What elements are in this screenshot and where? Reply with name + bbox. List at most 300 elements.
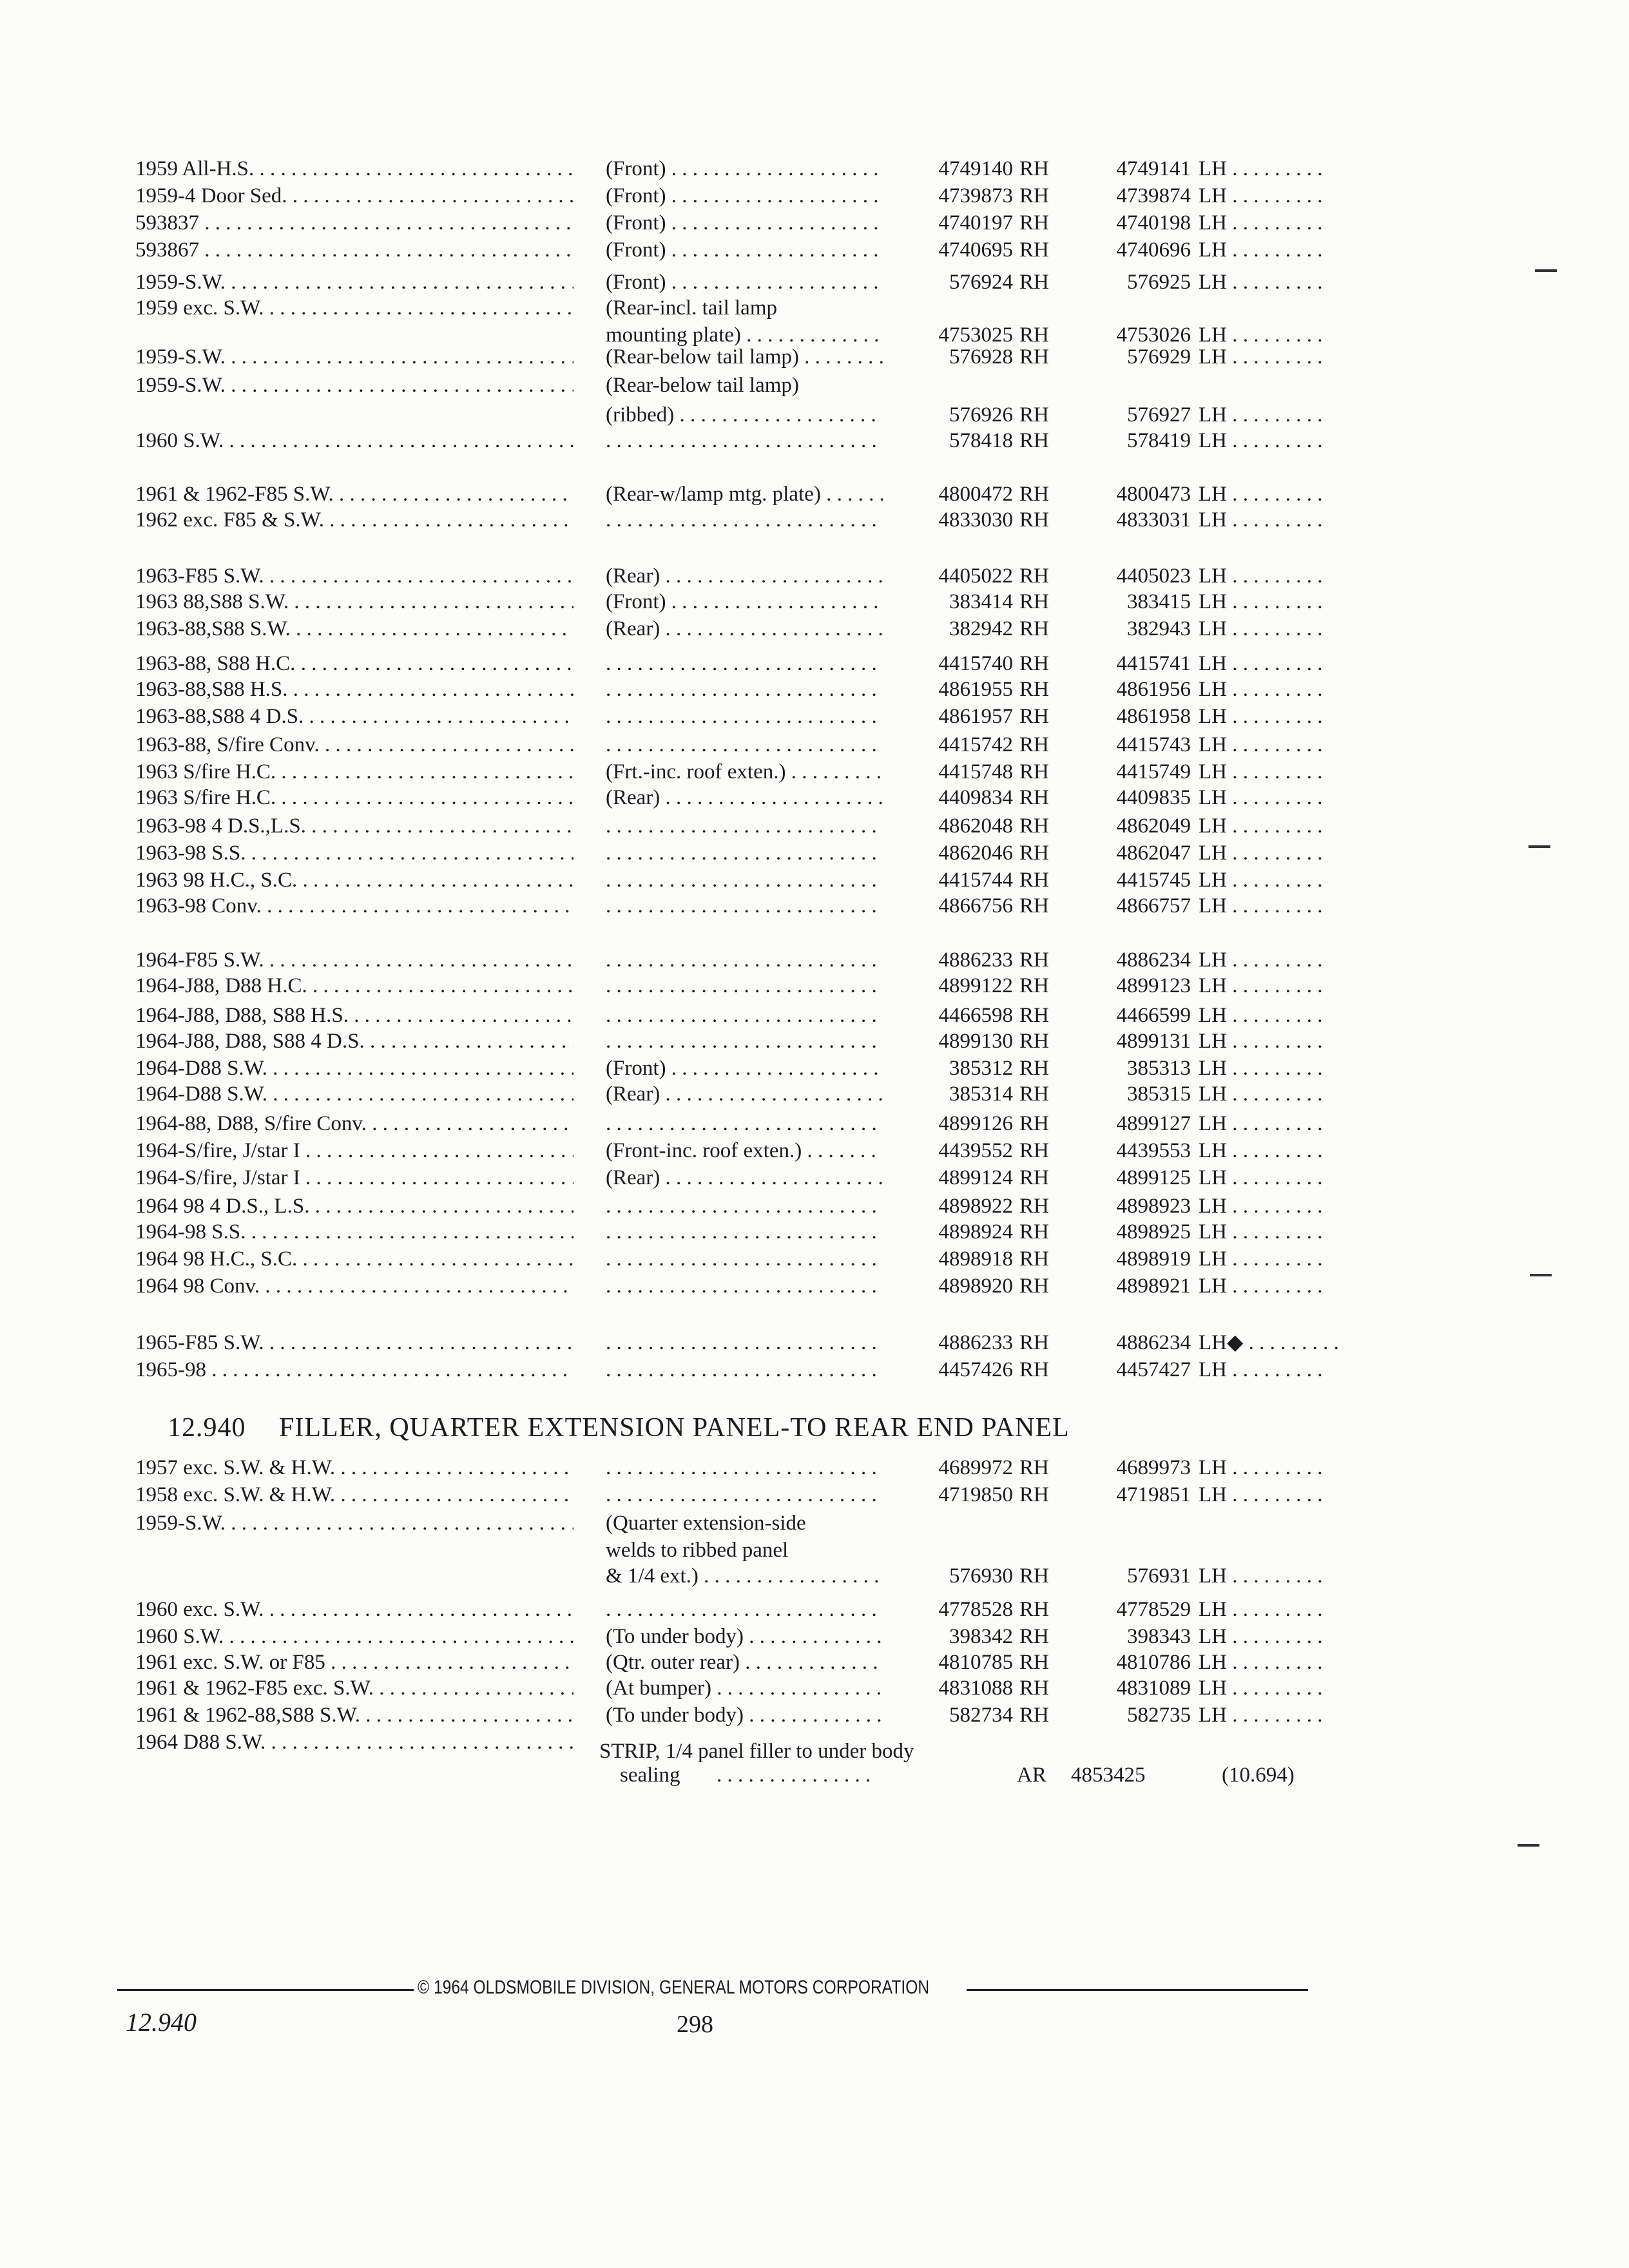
parts-row <box>0 758 1629 786</box>
model-cell: 1964-J88, D88, S88 4 D.S. . . . <box>135 1027 574 1055</box>
description-cell: (Qtr. outer rear) . . . <box>606 1648 883 1677</box>
lh-part-number: 4457427 <box>1116 1358 1191 1381</box>
parts-row <box>0 294 1629 322</box>
rh-part-number: 4862046 <box>938 841 1013 865</box>
parts-row <box>0 1110 1629 1138</box>
lh-part-number: 4740198 <box>1116 211 1191 235</box>
lh-label: LH◆ . . . <box>1199 1329 1353 1357</box>
lh-part-number: 385315 <box>1127 1082 1191 1106</box>
rh-part-number: 4898918 <box>938 1247 1013 1271</box>
parts-row <box>0 1674 1629 1702</box>
description-cell <box>606 427 883 455</box>
model-cell: 1961 exc. S.W. or F85 . . . <box>135 1648 574 1677</box>
rh-label: RH <box>1019 760 1049 783</box>
lh-label: LH . . . <box>1199 1137 1353 1165</box>
lh-part-number: 4898923 <box>1116 1195 1191 1218</box>
model-cell: 1960 S.W. . . . <box>135 1622 574 1651</box>
description-cell <box>606 1192 883 1220</box>
description-cell <box>606 1001 883 1030</box>
strip-entry <box>599 1740 1373 1792</box>
rh-part-number: 4415742 <box>938 733 1013 756</box>
lh-label: LH . . . <box>1199 972 1353 1000</box>
rh-label: RH <box>1019 403 1049 427</box>
parts-row <box>0 1218 1629 1246</box>
lh-label: LH . . . <box>1199 1701 1353 1729</box>
rh-part-number: 4862048 <box>938 814 1013 838</box>
rh-part-number: 4898924 <box>938 1220 1013 1244</box>
rh-part-number: 576924 <box>949 271 1013 294</box>
model-cell: 1964-D88 S.W. . . . <box>135 1080 574 1108</box>
model-cell: 1964-F85 S.W. . . . <box>135 946 574 974</box>
rh-part-number: 4753025 <box>938 323 1013 347</box>
model-cell: 1958 exc. S.W. & H.W. . . . <box>135 1481 574 1509</box>
description-cell: (Front) . . . <box>606 236 883 264</box>
rh-label: RH <box>1019 733 1049 756</box>
lh-part-number: 383415 <box>1127 590 1191 613</box>
lh-part-number: 4831089 <box>1116 1677 1191 1700</box>
parts-row <box>0 946 1629 974</box>
rh-part-number: 4866756 <box>938 894 1013 918</box>
parts-row <box>0 1272 1629 1300</box>
lh-part-number: 576925 <box>1127 271 1191 294</box>
description-cell: (Rear) . . . <box>606 1080 883 1108</box>
parts-row <box>0 343 1629 371</box>
rh-part-number: 578418 <box>949 429 1013 452</box>
description-cell <box>606 972 883 1000</box>
model-cell: 593837 . . . <box>135 209 574 237</box>
lh-part-number: 4810786 <box>1116 1651 1191 1674</box>
lh-part-number: 576931 <box>1127 1564 1191 1588</box>
description-cell <box>606 1481 883 1509</box>
model-cell: 1959-S.W. . . . <box>135 1509 574 1537</box>
model-cell: 1963-88, S/fire Conv. . . . <box>135 731 574 759</box>
lh-label: LH . . . <box>1199 427 1353 455</box>
rh-label: RH <box>1019 1598 1049 1621</box>
rh-part-number: 576926 <box>949 403 1013 427</box>
lh-label: LH . . . <box>1199 480 1353 508</box>
rh-label: RH <box>1019 1625 1049 1648</box>
model-cell: 1959 exc. S.W. . . . <box>135 294 574 322</box>
description-cell: (Front) . . . <box>606 209 883 237</box>
rh-label: RH <box>1019 814 1049 838</box>
rh-label: RH <box>1019 1166 1049 1189</box>
margin-mark <box>1530 1274 1552 1276</box>
model-cell: 1963-88,S88 H.S. . . . <box>135 675 574 704</box>
rh-part-number: 4739873 <box>938 184 1013 207</box>
rh-part-number: 582734 <box>949 1704 1013 1727</box>
description-cell: (Rear) . . . <box>606 615 883 643</box>
lh-label: LH . . . <box>1199 343 1353 371</box>
parts-row <box>0 615 1629 643</box>
lh-label: LH . . . <box>1199 1648 1353 1677</box>
lh-label: LH . . . <box>1199 1110 1353 1138</box>
description-cell <box>606 675 883 704</box>
model-cell: 1964 98 Conv. . . . <box>135 1272 574 1300</box>
parts-row <box>0 1137 1629 1165</box>
rh-part-number: 4899126 <box>938 1112 1013 1135</box>
parts-row <box>0 1509 1629 1537</box>
footer-rule-right <box>967 1989 1308 1991</box>
rh-label: RH <box>1019 841 1049 865</box>
rh-label: RH <box>1019 1564 1049 1588</box>
description-cell: & 1/4 ext.) . . . <box>606 1562 883 1590</box>
description-cell: (To under body) . . . <box>606 1622 883 1651</box>
lh-part-number: 382943 <box>1127 617 1191 640</box>
parts-row <box>0 1245 1629 1273</box>
description-cell: (Rear) . . . <box>606 783 883 812</box>
description-cell: (Frt.-inc. roof exten.) . . . <box>606 758 883 786</box>
rh-part-number: 4833030 <box>938 508 1013 532</box>
lh-label: LH . . . <box>1199 209 1353 237</box>
section-title: FILLER, QUARTER EXTENSION PANEL-TO REAR END PANEL <box>279 1413 1070 1443</box>
model-cell: 1960 S.W. . . . <box>135 427 574 455</box>
lh-part-number: 4405023 <box>1116 564 1191 588</box>
description-cell: (Rear) . . . <box>606 562 883 590</box>
description-cell: (Front) . . . <box>606 588 883 616</box>
parts-row <box>0 506 1629 534</box>
rh-label: RH <box>1019 617 1049 640</box>
model-cell: 1959-S.W. . . . <box>135 268 574 296</box>
rh-part-number: 4898920 <box>938 1274 1013 1298</box>
rh-label: RH <box>1019 345 1049 369</box>
lh-label: LH . . . <box>1199 783 1353 812</box>
lh-part-number: 4439553 <box>1116 1139 1191 1162</box>
parts-row <box>0 866 1629 894</box>
lh-part-number: 4886234 <box>1116 1331 1191 1354</box>
rh-part-number: 385314 <box>949 1082 1013 1106</box>
margin-mark <box>1518 1844 1539 1847</box>
lh-part-number: 4898919 <box>1116 1247 1191 1271</box>
strip-sealing-label: sealing <box>620 1763 680 1787</box>
parts-row <box>0 1054 1629 1082</box>
footer-rule-left <box>117 1989 414 1991</box>
lh-label: LH . . . <box>1199 1245 1353 1273</box>
rh-label: RH <box>1019 1331 1049 1354</box>
lh-label: LH . . . <box>1199 1218 1353 1246</box>
lh-label: LH . . . <box>1199 758 1353 786</box>
description-cell <box>606 1110 883 1138</box>
description-cell: (Quarter extension-side <box>606 1512 806 1535</box>
model-cell: 1963 88,S88 S.W. . . . <box>135 588 574 616</box>
model-cell: 1963-88,S88 4 D.S. . . . <box>135 702 574 731</box>
lh-label: LH . . . <box>1199 1481 1353 1509</box>
rh-label: RH <box>1019 1004 1049 1027</box>
model-cell: 1965-98 . . . <box>135 1356 574 1384</box>
lh-part-number: 4886234 <box>1116 948 1191 972</box>
lh-part-number: 576929 <box>1127 345 1191 369</box>
rh-part-number: 4899122 <box>938 974 1013 997</box>
lh-part-number: 4753026 <box>1116 323 1191 347</box>
model-cell: 1962 exc. F85 & S.W. . . . <box>135 506 574 534</box>
rh-part-number: 4439552 <box>938 1139 1013 1162</box>
description-cell: (To under body) . . . <box>606 1701 883 1729</box>
lh-part-number: 4899127 <box>1116 1112 1191 1135</box>
description-cell <box>606 731 883 759</box>
rh-label: RH <box>1019 483 1049 506</box>
lh-label: LH . . . <box>1199 1595 1353 1624</box>
model-cell: 1957 exc. S.W. & H.W. . . . <box>135 1454 574 1482</box>
lh-part-number: 4778529 <box>1116 1598 1191 1621</box>
parts-row <box>0 427 1629 455</box>
rh-part-number: 4861957 <box>938 705 1013 728</box>
rh-part-number: 4405022 <box>938 564 1013 588</box>
rh-label: RH <box>1019 678 1049 701</box>
description-cell: (Front) . . . <box>606 1054 883 1082</box>
rh-label: RH <box>1019 1358 1049 1381</box>
lh-label: LH . . . <box>1199 892 1353 920</box>
lh-part-number: 4740696 <box>1116 238 1191 262</box>
rh-label: RH <box>1019 271 1049 294</box>
description-cell: (Rear) . . . <box>606 1164 883 1192</box>
parts-row <box>0 268 1629 296</box>
description-cell: (Front) . . . <box>606 182 883 210</box>
description-cell: (ribbed) . . . <box>606 401 883 429</box>
rh-label: RH <box>1019 1456 1049 1479</box>
lh-part-number: 4899131 <box>1116 1030 1191 1053</box>
rh-label: RH <box>1019 1247 1049 1271</box>
parts-row <box>0 1648 1629 1677</box>
model-cell: 1964-88, D88, S/fire Conv. . . . <box>135 1110 574 1138</box>
description-cell: (Front-inc. roof exten.) . . . <box>606 1137 883 1165</box>
lh-label: LH . . . <box>1199 702 1353 731</box>
lh-label: LH . . . <box>1199 615 1353 643</box>
strip-description: STRIP, 1/4 panel filler to under body <box>599 1740 914 1763</box>
lh-part-number: 582735 <box>1127 1704 1191 1727</box>
description-cell <box>606 812 883 840</box>
rh-label: RH <box>1019 1677 1049 1700</box>
parts-row <box>0 731 1629 759</box>
rh-label: RH <box>1019 1139 1049 1162</box>
rh-label: RH <box>1019 652 1049 675</box>
rh-label: RH <box>1019 1651 1049 1674</box>
rh-label: RH <box>1019 211 1049 235</box>
description-cell <box>606 506 883 534</box>
description-cell: (Rear-below tail lamp) . . . <box>606 343 883 371</box>
rh-label: RH <box>1019 238 1049 262</box>
parts-row <box>0 1164 1629 1192</box>
lh-label: LH . . . <box>1199 1272 1353 1300</box>
model-cell: 1964-98 S.S. . . . <box>135 1218 574 1246</box>
rh-part-number: 4689972 <box>938 1456 1013 1479</box>
lh-label: LH . . . <box>1199 1674 1353 1702</box>
rh-part-number: 4898922 <box>938 1195 1013 1218</box>
description-cell <box>606 1454 883 1482</box>
rh-label: RH <box>1019 323 1049 347</box>
parts-row <box>0 155 1629 183</box>
parts-row <box>0 1562 1629 1590</box>
model-cell: 1963-98 4 D.S.,L.S. . . . <box>135 812 574 840</box>
rh-label: RH <box>1019 1195 1049 1218</box>
description-cell <box>606 839 883 867</box>
rh-part-number: 4719850 <box>938 1483 1013 1506</box>
lh-label: LH . . . <box>1199 1356 1353 1384</box>
rh-label: RH <box>1019 1274 1049 1298</box>
lh-label: LH . . . <box>1199 1001 1353 1030</box>
lh-label: LH . . . <box>1199 1027 1353 1055</box>
rh-label: RH <box>1019 1030 1049 1053</box>
model-cell: 1963-88, S88 H.C. . . . <box>135 649 574 678</box>
rh-label: RH <box>1019 1112 1049 1135</box>
description-cell: mounting plate) . . . <box>606 321 883 349</box>
lh-part-number: 4409835 <box>1116 786 1191 809</box>
rh-part-number: 4740695 <box>938 238 1013 262</box>
rh-part-number: 4778528 <box>938 1598 1013 1621</box>
lh-label: LH . . . <box>1199 812 1353 840</box>
rh-part-number: 382942 <box>949 617 1013 640</box>
rh-part-number: 4415748 <box>938 760 1013 783</box>
page-number: 298 <box>677 2011 713 2038</box>
rh-label: RH <box>1019 948 1049 972</box>
model-cell: 1963-98 Conv. . . . <box>135 892 574 920</box>
parts-row <box>0 702 1629 731</box>
rh-part-number: 4800472 <box>938 483 1013 506</box>
lh-label: LH . . . <box>1199 1454 1353 1482</box>
parts-row <box>0 1622 1629 1651</box>
rh-part-number: 385312 <box>949 1057 1013 1080</box>
rh-part-number: 4831088 <box>938 1677 1013 1700</box>
description-cell <box>606 892 883 920</box>
strip-part-number: 4853425 <box>1071 1763 1146 1787</box>
parts-row <box>0 1356 1629 1384</box>
lh-part-number: 4800473 <box>1116 483 1191 506</box>
lh-part-number: 4862047 <box>1116 841 1191 865</box>
parts-row <box>0 675 1629 704</box>
description-cell <box>606 1595 883 1624</box>
lh-label: LH . . . <box>1199 1192 1353 1220</box>
rh-part-number: 4409834 <box>938 786 1013 809</box>
description-cell <box>606 1218 883 1246</box>
strip-qty: AR <box>1017 1763 1046 1787</box>
description-cell <box>606 866 883 894</box>
rh-label: RH <box>1019 1704 1049 1727</box>
lh-label: LH . . . <box>1199 1080 1353 1108</box>
lh-label: LH . . . <box>1199 946 1353 974</box>
lh-label: LH . . . <box>1199 1054 1353 1082</box>
lh-part-number: 4866757 <box>1116 894 1191 918</box>
rh-label: RH <box>1019 786 1049 809</box>
description-cell <box>606 1329 883 1357</box>
rh-label: RH <box>1019 429 1049 452</box>
parts-row <box>0 1454 1629 1482</box>
footer-section-ref: 12.940 <box>126 2008 197 2037</box>
description-cell: (Rear-w/lamp mtg. plate) . . . <box>606 480 883 508</box>
section-heading <box>168 1412 1070 1443</box>
rh-label: RH <box>1019 1057 1049 1080</box>
parts-row <box>0 588 1629 616</box>
rh-part-number: 383414 <box>949 590 1013 613</box>
model-cell: 1964-S/fire, J/star I . . . <box>135 1137 574 1165</box>
rh-label: RH <box>1019 869 1049 892</box>
margin-mark <box>1535 269 1557 272</box>
rh-label: RH <box>1019 564 1049 588</box>
model-cell: 1964 98 4 D.S., L.S. . . . <box>135 1192 574 1220</box>
parts-row <box>0 1001 1629 1030</box>
footer-copyright: © 1964 OLDSMOBILE DIVISION, GENERAL MOTORS CORPORATION <box>418 1977 930 1998</box>
model-cell: 1964-S/fire, J/star I . . . <box>135 1164 574 1192</box>
parts-row <box>0 401 1629 429</box>
lh-part-number: 576927 <box>1127 403 1191 427</box>
rh-part-number: 4886233 <box>938 948 1013 972</box>
lh-label: LH . . . <box>1199 562 1353 590</box>
lh-label: LH . . . <box>1199 268 1353 296</box>
model-cell: 1963-98 S.S. . . . <box>135 839 574 867</box>
rh-part-number: 4415740 <box>938 652 1013 675</box>
description-cell <box>606 946 883 974</box>
parts-row <box>0 1481 1629 1509</box>
lh-part-number: 4899123 <box>1116 974 1191 997</box>
parts-row <box>0 371 1629 399</box>
lh-part-number: 398343 <box>1127 1625 1191 1648</box>
rh-label: RH <box>1019 590 1049 613</box>
lh-part-number: 385313 <box>1127 1057 1191 1080</box>
model-cell: 1964-J88, D88 H.C. . . . <box>135 972 574 1000</box>
model-cell: 1963 98 H.C., S.C. . . . <box>135 866 574 894</box>
description-cell <box>606 1245 883 1273</box>
lh-label: LH . . . <box>1199 155 1353 183</box>
margin-mark <box>1528 845 1550 848</box>
parts-row <box>0 1080 1629 1108</box>
model-cell: 1964-J88, D88, S88 H.S. . . . <box>135 1001 574 1030</box>
lh-label: LH . . . <box>1199 588 1353 616</box>
lh-part-number: 4719851 <box>1116 1483 1191 1506</box>
rh-part-number: 4415744 <box>938 869 1013 892</box>
rh-label: RH <box>1019 157 1049 180</box>
description-cell: welds to ribbed panel <box>606 1539 789 1562</box>
parts-row <box>0 1027 1629 1055</box>
model-cell: 1959 All-H.S. . . . <box>135 155 574 183</box>
parts-row <box>0 812 1629 840</box>
lh-part-number: 4415745 <box>1116 869 1191 892</box>
description-cell: (Front) . . . <box>606 155 883 183</box>
lh-part-number: 4689973 <box>1116 1456 1191 1479</box>
model-cell: 1959-4 Door Sed. . . . <box>135 182 574 210</box>
model-cell: 593867 . . . <box>135 236 574 264</box>
lh-part-number: 4898925 <box>1116 1220 1191 1244</box>
parts-row <box>0 972 1629 1000</box>
parts-row <box>0 839 1629 867</box>
description-cell: (Rear-below tail lamp) <box>606 374 799 397</box>
lh-part-number: 4861956 <box>1116 678 1191 701</box>
lh-label: LH . . . <box>1199 839 1353 867</box>
lh-label: LH . . . <box>1199 731 1353 759</box>
model-cell: 1963 S/fire H.C. . . . <box>135 758 574 786</box>
section-number: 12.940 <box>168 1413 246 1443</box>
model-cell: 1960 exc. S.W. . . . <box>135 1595 574 1624</box>
rh-part-number: 4899124 <box>938 1166 1013 1189</box>
model-cell: 1963-F85 S.W. . . . <box>135 562 574 590</box>
rh-part-number: 576928 <box>949 345 1013 369</box>
model-cell: 1959-S.W. . . . <box>135 343 574 371</box>
lh-part-number: 4861958 <box>1116 705 1191 728</box>
strip-reference: (10.694) <box>1222 1763 1295 1787</box>
model-cell: 1961 & 1962-F85 S.W. . . . <box>135 480 574 508</box>
parts-row <box>0 1595 1629 1624</box>
rh-part-number: 4899130 <box>938 1030 1013 1053</box>
rh-part-number: 4886233 <box>938 1331 1013 1354</box>
lh-label: LH . . . <box>1199 321 1353 349</box>
lh-part-number: 4415743 <box>1116 733 1191 756</box>
rh-label: RH <box>1019 1483 1049 1506</box>
lh-label: LH . . . <box>1199 1164 1353 1192</box>
rh-part-number: 4810785 <box>938 1651 1013 1674</box>
rh-label: RH <box>1019 1082 1049 1106</box>
lh-label: LH . . . <box>1199 675 1353 704</box>
description-cell: (Front) . . . <box>606 268 883 296</box>
description-cell <box>606 702 883 731</box>
rh-label: RH <box>1019 184 1049 207</box>
parts-row <box>0 182 1629 210</box>
rh-part-number: 4457426 <box>938 1358 1013 1381</box>
